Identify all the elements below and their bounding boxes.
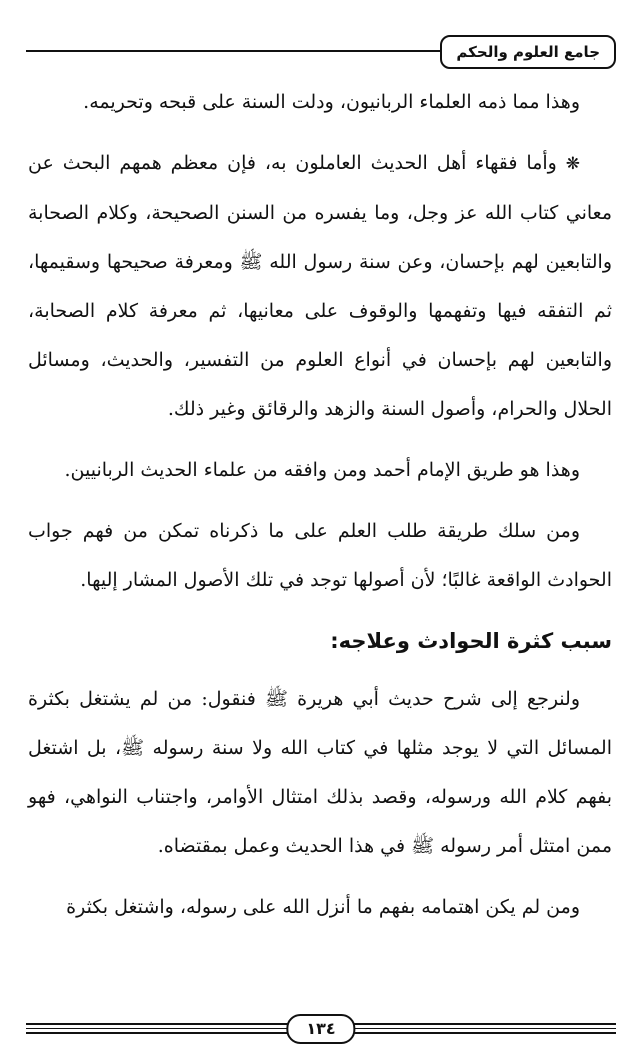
- paragraph-2: [28, 139, 612, 434]
- asterism-icon: ❋: [565, 154, 581, 174]
- page-header: [26, 33, 616, 69]
- page-footer: [26, 1014, 616, 1044]
- paragraph-4: ومن سلك طريقة طلب العلم على ما ذكرناه تمكن من فهم جواب الحوادث الواقعة غالبًا؛ لأن أصولها توجد في تلك الأصول المشار إليها.: [28, 520, 612, 591]
- paragraph-6: ومن لم يكن اهتمامه بفهم ما أنزل الله على رسوله، واشتغل بكثرة: [66, 896, 580, 918]
- running-title: جامع العلوم والحكم: [440, 35, 616, 69]
- paragraph-2-text: وأما فقهاء أهل الحديث العاملون به، فإن معظم همهم البحث عن معاني كتاب الله عز وجل، وما يفسره من السنن الصحيحة، وكلام الصحابة والتابعين لهم بإحسان، وعن سنة رسول الله ﷺ ومعرفة صحيحها وسقيمها، ثم التفقه فيها وتفهمها والوقوف على معانيها، ثم معرفة كلام الصحابة، والتابعين لهم بإحسان في أنواع العلوم من التفسير، والحديث، ومسائل الحلال والحرام، وأصول السنة والزهد والرقائق وغير ذلك.: [28, 152, 612, 420]
- page-number: ١٣٤: [286, 1014, 355, 1044]
- section-heading: سبب كثرة الحوادث وعلاجه:: [330, 629, 612, 653]
- paragraph-1: وهذا مما ذمه العلماء الربانيون، ودلت السنة على قبحه وتحريمه.: [83, 91, 580, 113]
- paragraph-5: ولنرجع إلى شرح حديث أبي هريرة ﷺ فنقول: من لم يشتغل بكثرة المسائل التي لا يوجد مثلها في كتاب الله ولا سنة رسوله ﷺ، بل اشتغل بفهم كلام الله ورسوله، وقصد بذلك امتثال الأوامر، واجتناب النواهي، فهو ممن امتثل أمر رسوله ﷺ في هذا الحديث وعمل بمقتضاه.: [28, 688, 612, 857]
- paragraph-3: وهذا هو طريق الإمام أحمد ومن وافقه من علماء الحديث الربانيين.: [64, 459, 580, 481]
- page-body: [28, 78, 612, 932]
